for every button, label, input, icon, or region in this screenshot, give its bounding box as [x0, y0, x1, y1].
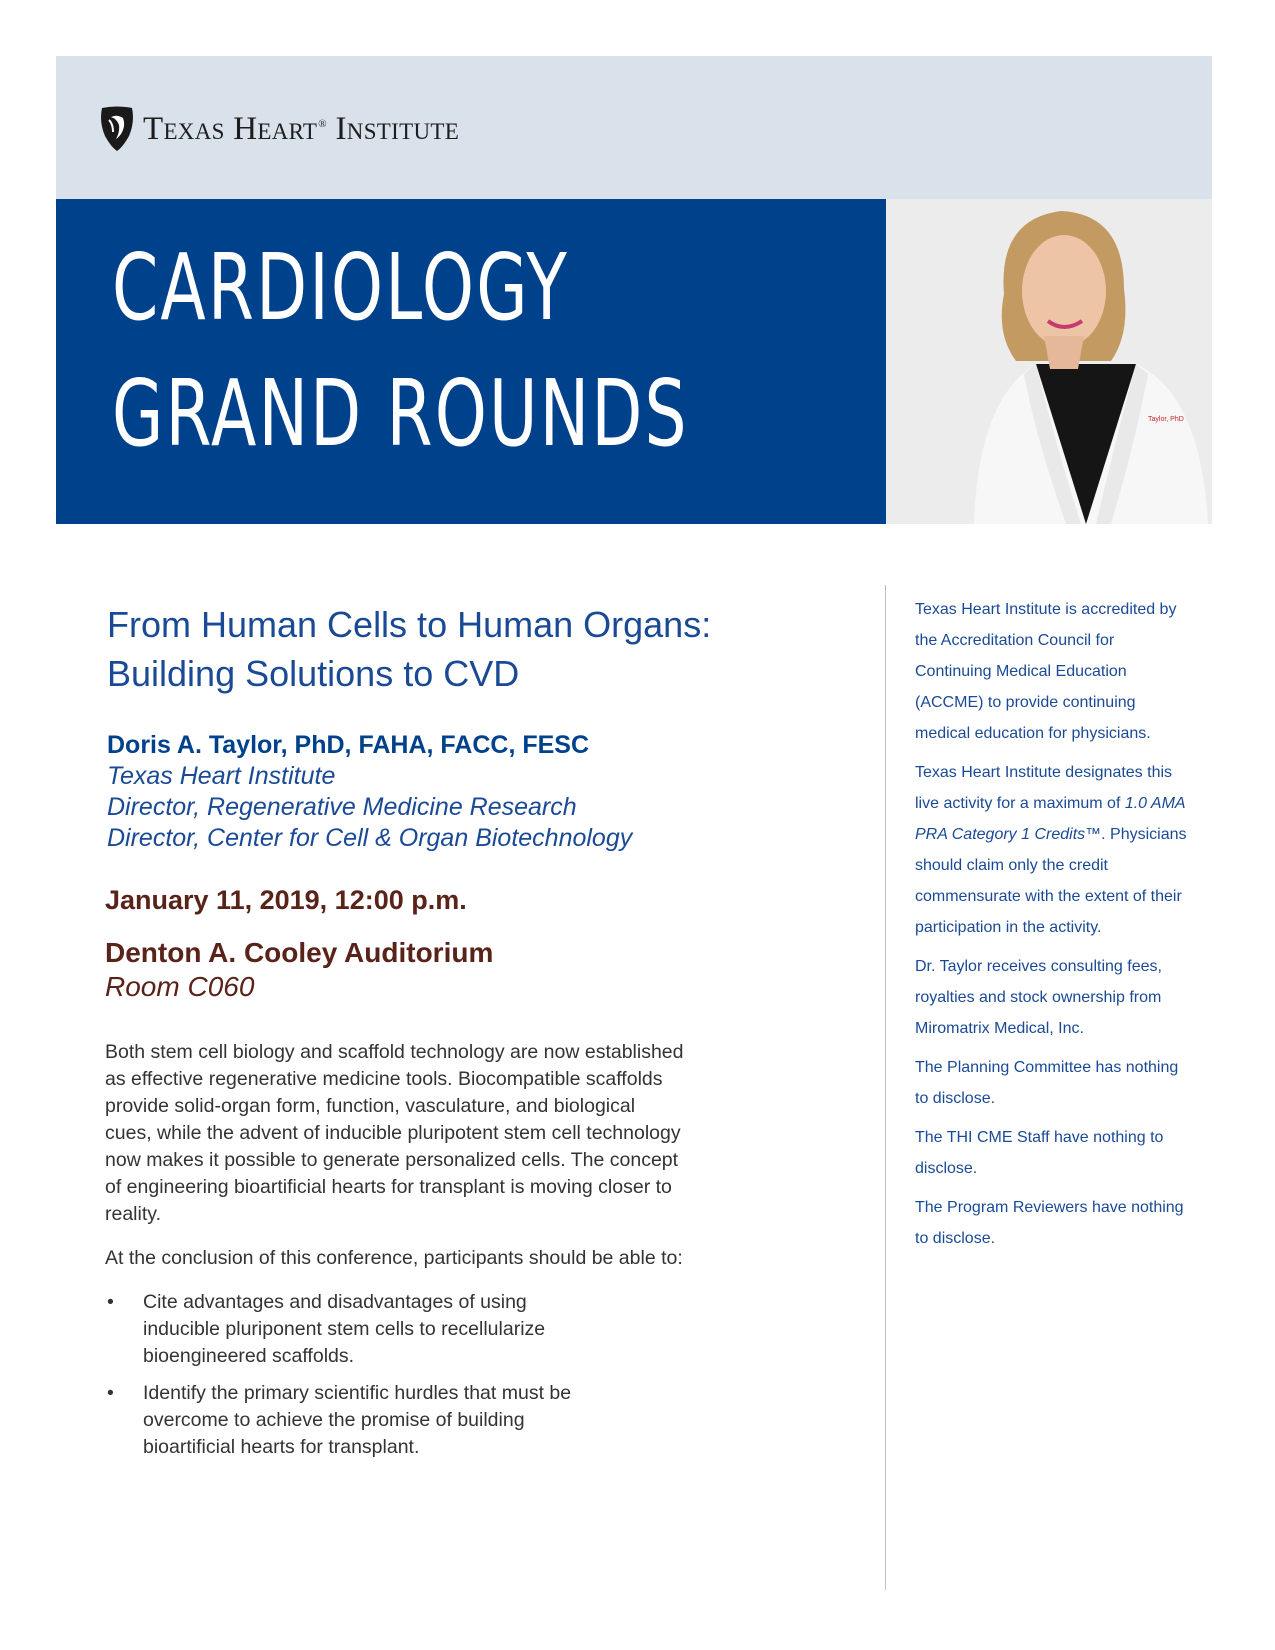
objective-item [105, 1380, 575, 1461]
event-venue [105, 935, 493, 1004]
objective-text: Cite advantages and disadvantages of using inducible pluriponent stem cells to recellularize bioengineered scaffolds. [143, 1291, 546, 1367]
cme-sidebar [915, 594, 1195, 1262]
speaker-block [107, 730, 827, 854]
svg-text:Taylor, PhD: Taylor, PhD [1148, 416, 1184, 423]
event-datetime: January 11, 2019, 12:00 p.m. [105, 885, 467, 915]
registered-mark: ® [318, 117, 327, 130]
accreditation-statement: Texas Heart Institute is accredited by the Accreditation Council for Continuing Medical Education (ACCME) to provide continuing medical education for physicians. [915, 601, 1177, 742]
description-section [105, 1039, 685, 1471]
disclosure-planning-committee: The Planning Committee has nothing to disclose. [915, 1059, 1179, 1107]
description-paragraph: Both stem cell biology and scaffold technology are now established as effective regenerative medicine tools. Biocompatible scaffolds provide solid-organ form, function, vasculature, and biological cues, while the advent of inducible pluripotent stem cell technology now makes it possible to generate personalized cells. The concept of engineering bioartificial hearts for transplant is moving closer to reality. [105, 1041, 684, 1225]
column-divider [885, 585, 886, 1590]
objective-text: Identify the primary scientific hurdles that must be overcome to achieve the promise of building bioartificial hearts for transplant. [143, 1382, 572, 1458]
venue-room: Room C060 [105, 971, 255, 1002]
talk-title [107, 600, 827, 698]
venue-name: Denton A. Cooley Auditorium [105, 937, 494, 968]
talk-title-line1: From Human Cells to Human Organs: [107, 604, 712, 645]
objectives-intro: At the conclusion of this conference, participants should be able to: [105, 1247, 683, 1269]
logo-text-part2: Institute [326, 110, 460, 147]
designation-post: ™. Physicians should claim only the credit commensurate with the extent of their participation in the activity. [915, 826, 1187, 936]
disclosure-cme-staff: The THI CME Staff have nothing to disclose. [915, 1129, 1164, 1177]
heart-shield-icon [99, 106, 135, 152]
speaker-affiliation: Texas Heart Institute [107, 762, 336, 790]
hero-title-line2: GRAND ROUNDS [112, 360, 689, 467]
bullet-icon: • [107, 1291, 114, 1313]
speaker-name: Doris A. Taylor, PhD, FAHA, FACC, FESC [107, 731, 590, 759]
header-band [56, 56, 1212, 199]
disclosure-program-reviewers: The Program Reviewers have nothing to disclose. [915, 1199, 1184, 1247]
designation-pre: Texas Heart Institute designates this live activity for a maximum of [915, 764, 1173, 812]
credit-designation [915, 757, 1195, 943]
speaker-role-1: Director, Regenerative Medicine Research [107, 793, 577, 821]
bullet-icon: • [107, 1382, 114, 1404]
logo-text-part1: Texas Heart [143, 110, 318, 147]
objective-item [105, 1289, 575, 1370]
texas-heart-institute-logo [99, 106, 459, 152]
hero-banner [56, 199, 886, 524]
disclosure-taylor: Dr. Taylor receives consulting fees, royalties and stock ownership from Miromatrix Medical, Inc. [915, 958, 1162, 1037]
objectives-list [105, 1289, 685, 1461]
speaker-photo [886, 199, 1212, 524]
logo-wordmark [143, 111, 459, 148]
hero-title [112, 225, 689, 477]
speaker-role-2: Director, Center for Cell & Organ Biotechnology [107, 824, 633, 852]
hero-title-line1: CARDIOLOGY [112, 234, 570, 341]
talk-title-line2: Building Solutions to CVD [107, 653, 520, 694]
designation-credits: 1.0 AMA PRA Category 1 Credits [915, 795, 1185, 843]
